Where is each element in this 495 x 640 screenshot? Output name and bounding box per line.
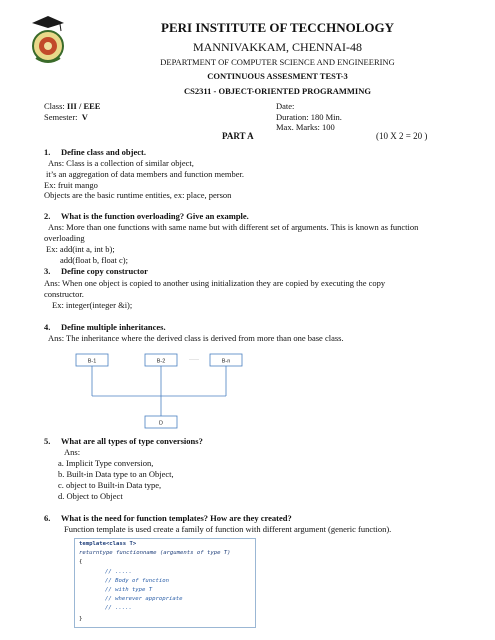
answer-3-line-3: Ex: integer(integer &i); [52,300,133,310]
answer-2-line-3: Ex: add(int a, int b); [46,244,115,254]
answer-5-line-5: d. Object to Object [58,491,123,501]
code-line-8: // ..... [105,605,132,611]
answer-3-line-1: Ans: When one object is copied to another using initialization they are copied by executing the copy [44,278,386,288]
duration-label: Duration: 180 Min. [276,112,342,122]
answer-5-line-4: c. object to Built-in Data type, [58,480,162,490]
part-scheme: (10 X 2 = 20 ) [376,131,428,141]
answer-5-line-1: Ans: [64,447,81,457]
code-line-9: } [79,616,83,622]
answer-2-line-1: Ans: More than one functions with same name but with different set of arguments. This is known as function [48,222,419,232]
answer-3-line-2: constructor. [44,289,84,299]
class-value: III / EEE [66,101,101,111]
multiple-inheritance-diagram [70,348,260,434]
date-label: Date: [276,101,295,111]
code-line-5: // Body of function [105,578,169,584]
answer-5-line-3: b. Built-in Data type to an Object, [58,469,174,479]
course-title: CS2311 - OBJECT-ORIENTED PROGRAMMING [184,86,371,96]
institute-location: MANNIVAKKAM, CHENNAI-48 [192,40,363,54]
semester-info [44,112,88,122]
template-code-block [74,538,256,628]
part-title: PART A [222,131,254,141]
institute-name: PERI INSTITUTE OF TECCHNOLOGY [161,20,394,35]
question-text: Define class and object. [61,147,146,157]
question-6 [44,513,292,523]
answer-2-line-2: overloading [44,233,85,243]
label-dots: ····· [189,357,199,363]
question-text: What is the need for function templates? How are they created? [60,513,292,523]
answer-1-line-3: Ex: fruit mango [44,180,98,190]
code-line-1: template<class T> [79,541,137,547]
answer-5-line-2: a. Implicit Type conversion, [58,458,154,468]
label-bn: B-n [221,358,231,365]
code-line-6: // with type T [105,587,153,593]
label-b1: B-1 [87,358,97,365]
question-number: 1. [44,147,51,157]
question-4 [44,322,166,332]
question-number: 6. [44,513,51,523]
code-line-2: returntype functionname (arguments of type T) [79,550,231,556]
max-marks-label: Max. Marks: 100 [276,122,335,132]
code-line-3: { [79,559,83,565]
answer-1-line-1: Ans: Class is a collection of similar object, [48,158,194,168]
question-text: What is the function overloading? Give an example. [60,211,249,221]
semester-label: Semester: [44,112,78,122]
answer-1-line-4: Objects are the basic runtime entities, ex: place, person [44,190,232,200]
label-d: D [159,420,163,427]
answer-4-line-1: Ans: The inheritance where the derived class is derived from more than one base class. [48,333,344,343]
question-number: 5. [44,436,51,446]
answer-1-line-2: it’s an aggregation of data members and function member. [46,169,245,179]
answer-2-line-4: add(float b, float c); [60,255,128,265]
class-label: Class: [44,101,65,111]
code-line-7: // wherever appropriate [105,596,183,602]
class-info [44,101,100,111]
question-number: 2. [44,211,51,221]
code-line-4: // ..... [105,569,132,575]
question-number: 3. [44,266,51,276]
question-text: Define multiple inheritances. [61,322,166,332]
semester-value: V [81,112,88,122]
label-b2: B-2 [156,358,166,365]
question-1 [44,147,146,157]
department-name: DEPARTMENT OF COMPUTER SCIENCE AND ENGINEERING [160,57,395,67]
answer-6-line-1: Function template is used create a family of function with different argument (generic function). [64,524,392,534]
question-2 [44,211,249,221]
question-text: Define copy constructor [61,266,148,276]
question-5 [44,436,203,446]
question-number: 4. [44,322,51,332]
test-title: CONTINUOUS ASSESMENT TEST-3 [207,71,348,81]
question-text: What are all types of type conversions? [60,436,203,446]
question-3 [44,266,148,276]
